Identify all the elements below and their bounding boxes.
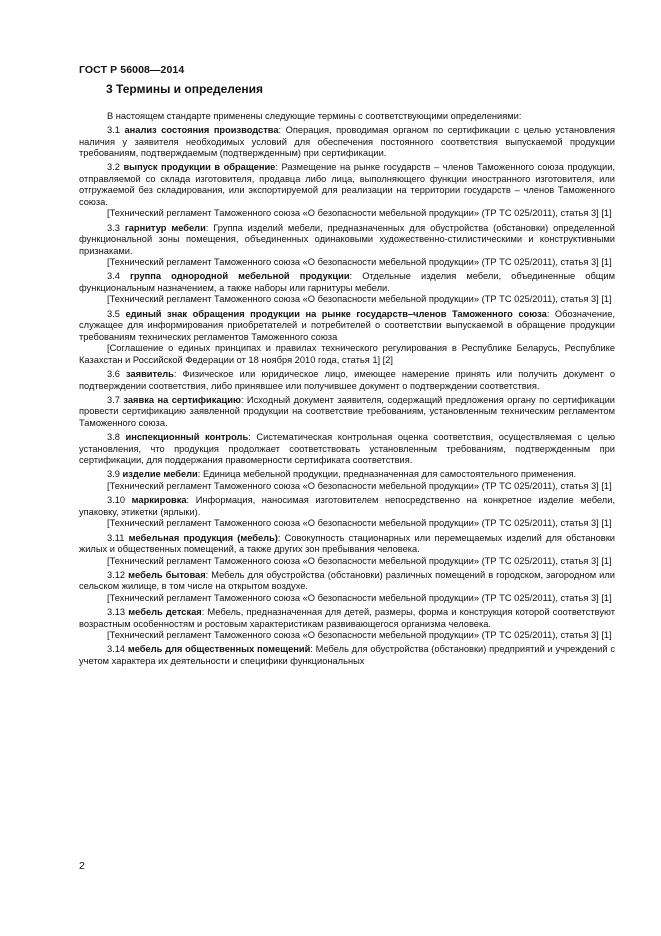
term-definition: : Единица мебельной продукции, предназначенная для самостоятельного применения. bbox=[197, 469, 577, 480]
term-entry bbox=[79, 369, 615, 392]
term-entry bbox=[79, 162, 615, 208]
term-definition: : Операция, проводимая органом по сертификации с целью установления наличия у заявителя необходимых условий для обеспечения постоянного соответствия выпускаемой продукции требованиям, подтверждаемым (подтвержденным) при сертификации. bbox=[79, 125, 616, 159]
term-definition: : Физическое или юридическое лицо, имеющее намерение принять или получить документ о подтверждении соответствия, либо принявшее или получившее документ о подтверждении соответствия. bbox=[79, 369, 615, 391]
term-entry bbox=[79, 395, 615, 430]
term-name: единый знак обращения продукции на рынке государств–членов Таможенного союза bbox=[125, 308, 547, 319]
term-source: [Соглашение о единых принципах и правилах технического регулирования в Республике Беларусь, Республике Казахстан и Российской Федерации от 18 ноября 2010 года, статья 1] [2] bbox=[79, 343, 615, 365]
term-definition: : Размещение на рынке государств – членов Таможенного союза продукции, отправляемой со склада изготовителя, продавца либо лица, выполняющего функции иностранного изготовителя, или отгружаемой без складирования, или экспортируемой для реализации на территории государств – членов Таможенного союза. bbox=[79, 162, 615, 207]
term-entry bbox=[79, 607, 615, 630]
term-source: [Технический регламент Таможенного союза «О безопасности мебельной продукции» (ТР ТС 025/2011), статья 3] [1] bbox=[107, 480, 612, 491]
term-name: группа однородной мебельной продукции bbox=[130, 271, 350, 282]
term-number: 3.8 bbox=[107, 432, 120, 443]
term-definition: : Мебель для обустройства (обстановки) предприятий и учреждений с учетом характера их деятельности и специфики функциональных bbox=[79, 644, 615, 666]
term-source: [Технический регламент Таможенного союза «О безопасности мебельной продукции» (ТР ТС 025/2011), статья 3] [1] bbox=[107, 555, 612, 566]
term-entry bbox=[79, 432, 615, 467]
term-name: изделие мебели bbox=[122, 469, 198, 480]
term-name: мебель бытовая bbox=[128, 569, 206, 580]
term-entry bbox=[79, 223, 615, 258]
term-name: заявка на сертификацию bbox=[123, 394, 241, 405]
term-number: 3.9 bbox=[107, 469, 120, 480]
term-name: заявитель bbox=[126, 369, 174, 380]
term-entry bbox=[79, 533, 615, 556]
term-entry bbox=[79, 469, 615, 481]
term-definition: : Группа изделий мебели, предназначенных для обустройства (обстановки) определенной функциональной зоны помещения, объединенных одинаковыми художественно-стилистическими и конструктивными признаками. bbox=[79, 222, 615, 256]
term-entry bbox=[79, 271, 615, 294]
term-definition: : Исходный документ заявителя, содержащий предложения органу по сертификации провести сертификацию заявленной продукции на соответствие требованиям, установленным техническим регламентом Таможенного союза. bbox=[79, 394, 615, 428]
section-heading: 3 Термины и определения bbox=[106, 82, 264, 96]
term-definition: : Обозначение, служащее для информирования приобретателей и потребителей о соответствии выпускаемой в обращение продукции требованиям технических регламентов Таможенного союза bbox=[79, 308, 615, 342]
term-name: мебельная продукция (мебель) bbox=[128, 532, 278, 543]
term-entry bbox=[79, 570, 615, 593]
term-definition: : Мебель, предназначенная для детей, размеры, форма и конструкция которой соответствуют возрастным особенностям и ростовым характеристикам развивающегося организма человека. bbox=[79, 607, 615, 629]
term-number: 3.11 bbox=[107, 532, 125, 543]
term-number: 3.2 bbox=[107, 162, 120, 173]
term-definition: : Информация, наносимая изготовителем непосредственно на конкретное изделие мебели, упаковку, этикетки (ярлыки). bbox=[79, 495, 615, 517]
term-source: [Технический регламент Таможенного союза «О безопасности мебельной продукции» (ТР ТС 025/2011), статья 3] [1] bbox=[107, 518, 612, 529]
term-definition: : Мебель для обустройства (обстановки) различных помещений в городском, загородном или сельском жилище, в том числе на открытом воздухе. bbox=[79, 569, 615, 592]
term-name: выпуск продукции в обращение bbox=[123, 162, 276, 173]
term-number: 3.13 bbox=[107, 607, 126, 618]
intro-paragraph: В настоящем стандарте применены следующие термины с соответствующими определениями: bbox=[107, 110, 522, 121]
term-name: мебель детская bbox=[128, 607, 202, 618]
term-name: анализ состояния производства bbox=[124, 125, 279, 136]
term-number: 3.12 bbox=[107, 569, 126, 580]
term-number: 3.10 bbox=[107, 495, 126, 506]
document-body bbox=[79, 108, 615, 667]
term-number: 3.14 bbox=[107, 644, 126, 655]
term-source: [Технический регламент Таможенного союза «О безопасности мебельной продукции» (ТР ТС 025/2011), статья 3] [1] bbox=[107, 592, 612, 603]
term-definition: : Систематическая контрольная оценка соответствия, осуществляемая с целью установления, что продукция продолжает соответствовать установленным требованиям, подтвержденным при сертификации, для поддержания правомерности сертификата соответствия. bbox=[79, 432, 615, 466]
term-source: [Технический регламент Таможенного союза «О безопасности мебельной продукции» (ТР ТС 025/2011), статья 3] [1] bbox=[107, 630, 612, 641]
term-name: гарнитур мебели bbox=[124, 222, 206, 233]
term-definition: : Совокупность стационарных или перемещаемых изделий для обстановки жилых и общественных помещений, а также других зон пребывания человека. bbox=[79, 532, 615, 555]
terms-list bbox=[79, 125, 615, 667]
term-entry bbox=[79, 644, 615, 667]
page-number: 2 bbox=[79, 860, 85, 872]
term-name: маркировка bbox=[131, 495, 187, 506]
term-entry bbox=[79, 495, 615, 518]
term-number: 3.3 bbox=[107, 222, 120, 233]
term-source: [Технический регламент Таможенного союза «О безопасности мебельной продукции» (ТР ТС 025/2011), статья 3] [1] bbox=[107, 257, 612, 268]
term-number: 3.5 bbox=[107, 308, 120, 319]
term-number: 3.7 bbox=[107, 394, 120, 405]
term-number: 3.6 bbox=[107, 369, 120, 380]
standard-id: ГОСТ Р 56008—2014 bbox=[79, 64, 185, 76]
term-name: мебель для общественных помещений bbox=[127, 644, 311, 655]
term-number: 3.4 bbox=[107, 271, 120, 282]
term-definition: : Отдельные изделия мебели, объединенные общим функциональным назначением, а также наборы или гарнитуры мебели. bbox=[79, 271, 616, 293]
term-source: [Технический регламент Таможенного союза «О безопасности мебельной продукции» (ТР ТС 025/2011), статья 3] [1] bbox=[107, 208, 612, 219]
term-entry bbox=[79, 125, 615, 160]
term-name: инспекционный контроль bbox=[125, 432, 249, 443]
term-number: 3.1 bbox=[107, 125, 120, 136]
term-source: [Технический регламент Таможенного союза «О безопасности мебельной продукции» (ТР ТС 025/2011), статья 3] [1] bbox=[107, 294, 612, 305]
term-entry bbox=[79, 309, 615, 344]
